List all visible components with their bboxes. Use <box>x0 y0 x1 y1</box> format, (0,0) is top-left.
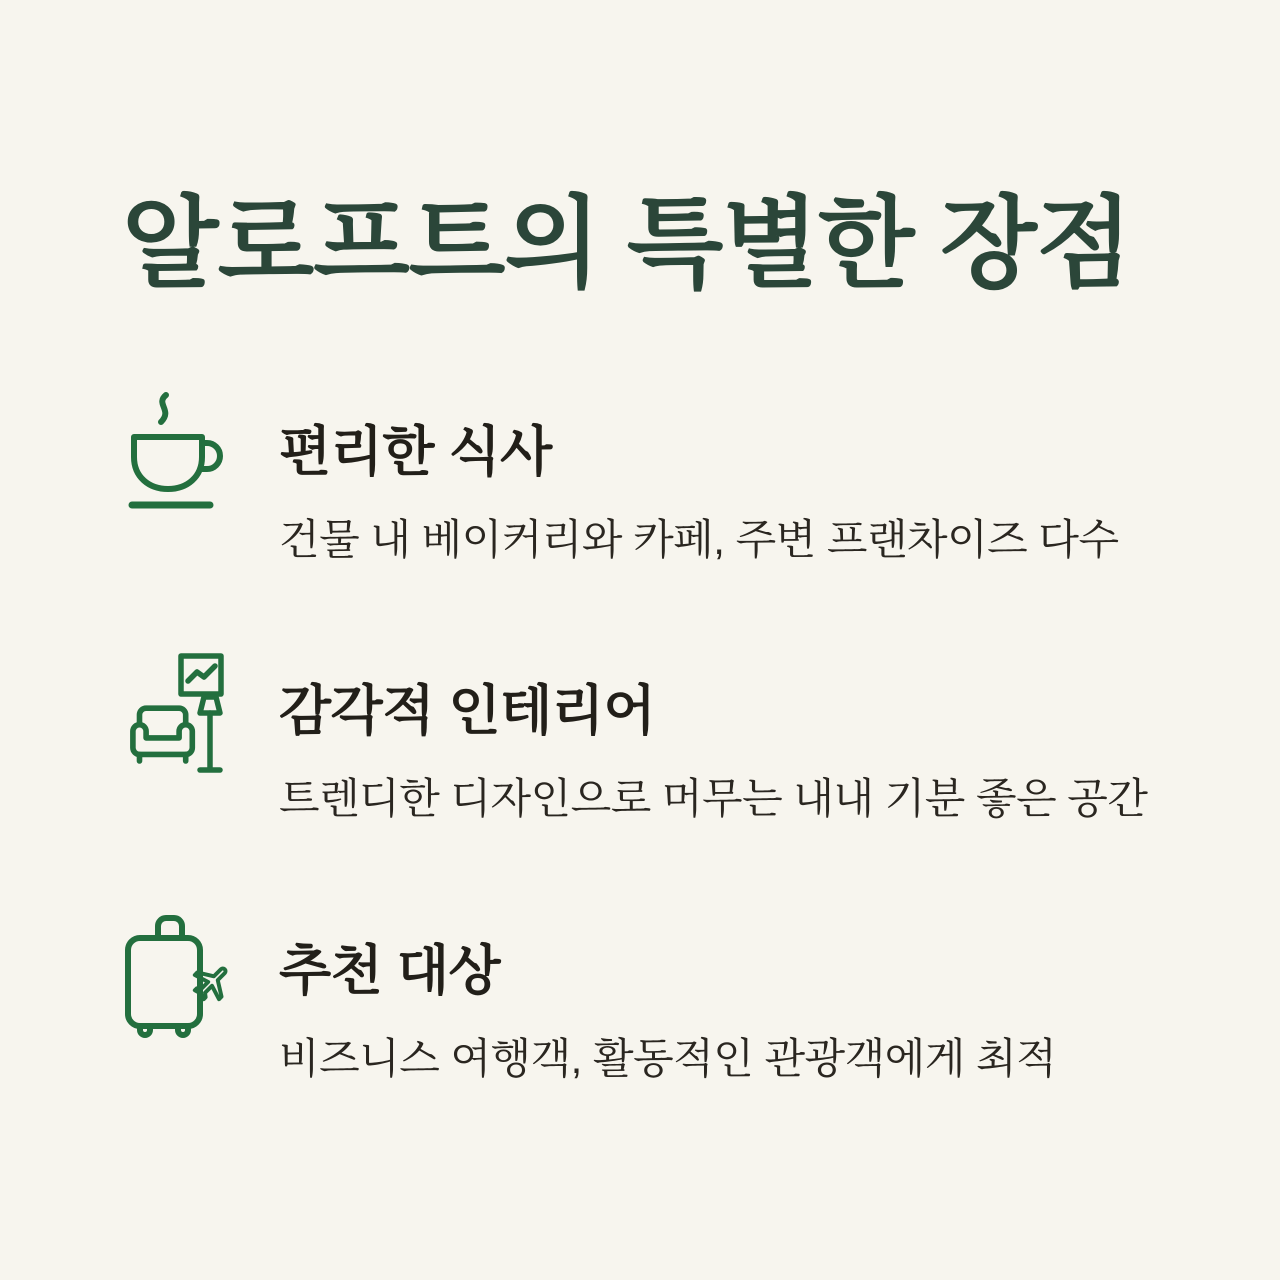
feature-list <box>122 391 1220 1083</box>
feature-interior-texts <box>279 650 1147 823</box>
armchair-lamp-icon-svg <box>123 653 225 775</box>
feature-interior-description: 트렌디한 디자인으로 머무는 내내 기분 좋은 공간 <box>279 775 1148 823</box>
suitcase-airplane-icon <box>122 910 279 1046</box>
suitcase-airplane-icon-svg <box>120 910 236 1046</box>
page-title: 알로프트의 특별한 장점 <box>122 188 1132 300</box>
armchair-lamp-icon <box>122 650 279 775</box>
feature-recommended-heading: 추천 대상 <box>279 940 501 1001</box>
coffee-cup-icon <box>122 391 279 513</box>
feature-dining-texts <box>279 391 1119 564</box>
feature-dining-description: 건물 내 베이커리와 카페, 주변 프랜차이즈 다수 <box>279 516 1119 564</box>
feature-interior-heading: 감각적 인테리어 <box>279 681 656 742</box>
feature-recommended <box>122 910 1220 1083</box>
feature-dining <box>122 391 1220 564</box>
coffee-cup-icon-svg <box>128 391 223 513</box>
feature-interior <box>122 650 1220 823</box>
feature-dining-heading: 편리한 식사 <box>279 422 552 482</box>
feature-recommended-texts <box>279 910 1056 1083</box>
feature-recommended-description: 비즈니스 여행객, 활동적인 관광객에게 최적 <box>279 1034 1057 1082</box>
